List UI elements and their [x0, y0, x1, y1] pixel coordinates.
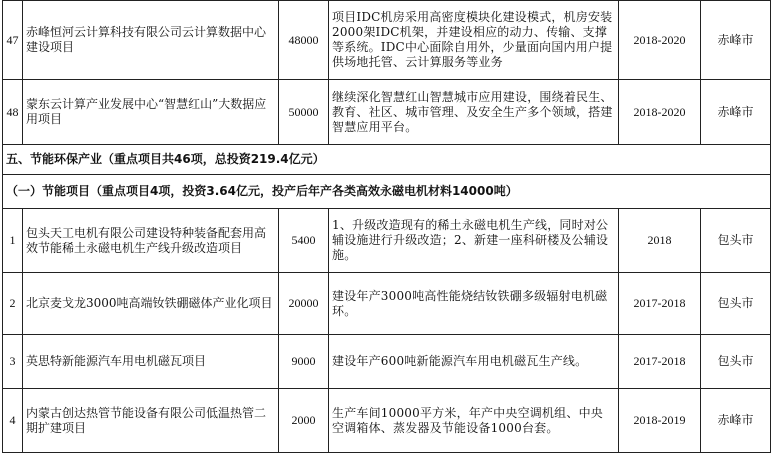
row-number: 4 [3, 389, 23, 453]
row-number: 3 [3, 335, 23, 389]
project-name: 包头天工电机有限公司建设特种装备配套用高效节能稀土永磁电机生产线升级改造项目 [23, 209, 279, 273]
construction-period: 2017-2018 [619, 335, 701, 389]
project-description: 1、升级改造现有的稀土永磁电机生产线，同时对公辅设施进行升级改造；2、新建一座科研楼及公辅设施。 [329, 209, 619, 273]
project-region: 包头市 [701, 335, 771, 389]
construction-period: 2018-2019 [619, 389, 701, 453]
row-number: 1 [3, 209, 23, 273]
project-description: 生产车间10000平方米，年产中央空调机组、中央空调箱体、蒸发器及节能设备1000台套。 [329, 389, 619, 453]
construction-period: 2018 [619, 209, 701, 273]
investment-amount: 9000 [279, 335, 329, 389]
row-number: 2 [3, 273, 23, 335]
project-region: 赤峰市 [701, 80, 771, 145]
investment-amount: 48000 [279, 1, 329, 80]
table-row [3, 273, 771, 335]
project-description: 建设年产600吨新能源汽车用电机磁瓦生产线。 [329, 335, 619, 389]
table-row [3, 389, 771, 453]
project-description: 项目IDC机房采用高密度模块化建设模式，机房安装2000架IDC机架，并建设相应的动力、传输、支撑等系统。IDC中心面除自用外，少量面向国内用户提供场地托管、云计算服务等业务 [329, 1, 619, 80]
row-number: 47 [3, 1, 23, 80]
project-description: 建设年产3000吨高性能烧结钕铁硼多级辐射电机磁环。 [329, 273, 619, 335]
subsection-row [3, 175, 771, 209]
project-description: 继续深化智慧红山智慧城市应用建设，围绕着民生、教育、社区、城市管理、及安全生产多个领域，搭建智慧应用平台。 [329, 80, 619, 145]
section-row [3, 145, 771, 175]
section-title: 五、节能环保产业（重点项目共46项，总投资219.4亿元） [3, 145, 771, 175]
table-row [3, 335, 771, 389]
project-table [2, 0, 771, 453]
project-name: 英思特新能源汽车用电机磁瓦项目 [23, 335, 279, 389]
investment-amount: 5400 [279, 209, 329, 273]
table-row [3, 80, 771, 145]
project-name: 赤峰恒河云计算科技有限公司云计算数据中心建设项目 [23, 1, 279, 80]
construction-period: 2018-2020 [619, 1, 701, 80]
project-region: 赤峰市 [701, 389, 771, 453]
project-region: 包头市 [701, 273, 771, 335]
row-number: 48 [3, 80, 23, 145]
project-name: 内蒙古创达热管节能设备有限公司低温热管二期扩建项目 [23, 389, 279, 453]
investment-amount: 50000 [279, 80, 329, 145]
table-row [3, 1, 771, 80]
project-name: 蒙东云计算产业发展中心“智慧红山”大数据应用项目 [23, 80, 279, 145]
construction-period: 2018-2020 [619, 80, 701, 145]
investment-amount: 2000 [279, 389, 329, 453]
investment-amount: 20000 [279, 273, 329, 335]
project-name: 北京麦戈龙3000吨高端钕铁硼磁体产业化项目 [23, 273, 279, 335]
project-region: 包头市 [701, 209, 771, 273]
construction-period: 2017-2018 [619, 273, 701, 335]
subsection-title: （一）节能项目（重点项目4项，投资3.64亿元，投产后年产各类高效永磁电机材料14000吨） [3, 175, 771, 209]
project-region: 赤峰市 [701, 1, 771, 80]
table-row [3, 209, 771, 273]
